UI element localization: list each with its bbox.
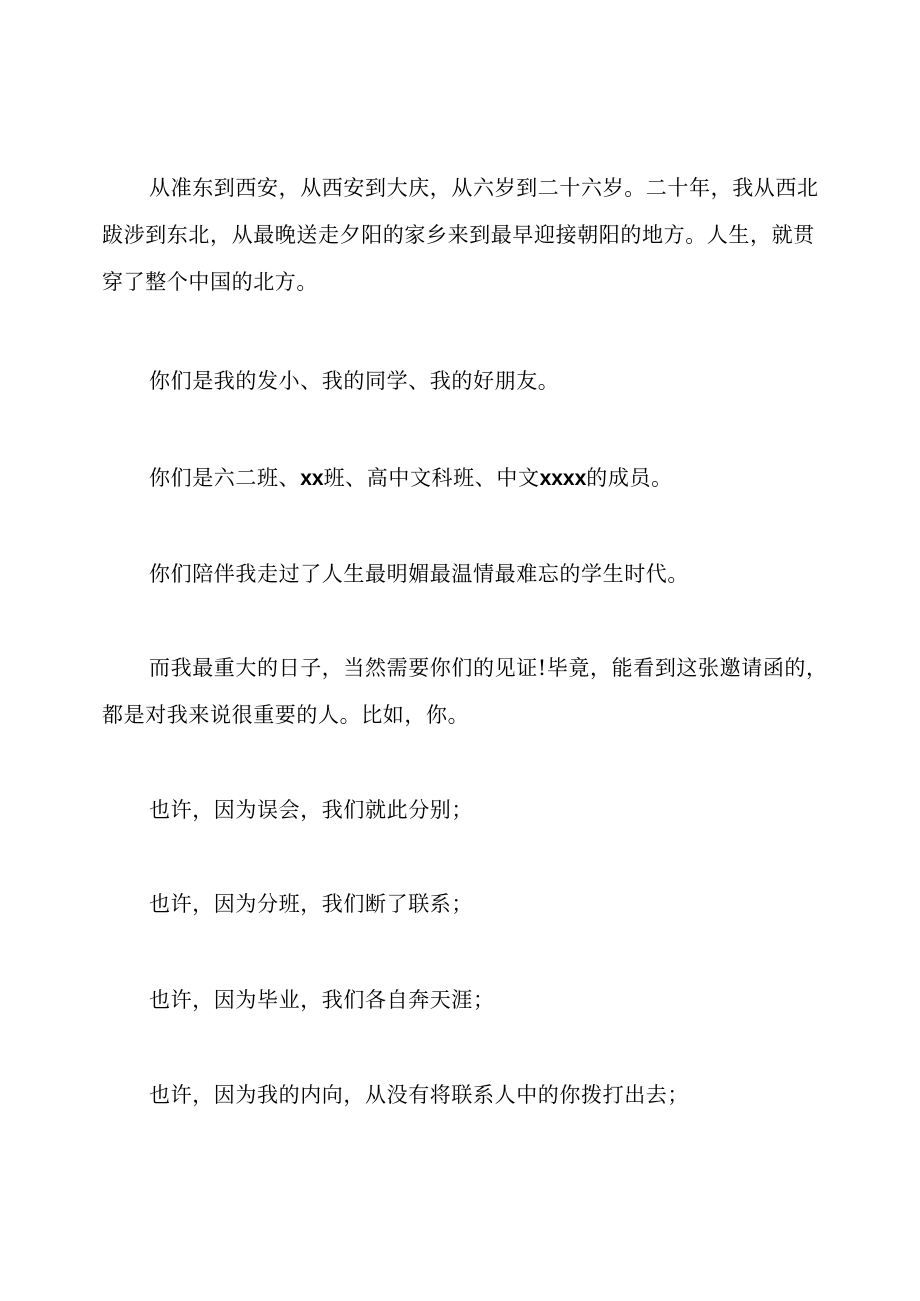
classes-text-middle: 班、高中文科班、中文: [323, 466, 540, 490]
paragraph-maybe-introvert: 也许，因为我的内向，从没有将联系人中的你拨打出去；: [149, 1083, 689, 1107]
paragraph-maybe-misunderstanding: 也许，因为误会，我们就此分别；: [149, 798, 473, 822]
paragraph-friends: 你们是我的发小、我的同学、我的好朋友。: [149, 369, 560, 393]
paragraph-classes: [102, 455, 832, 502]
classes-text-start: 你们是六二班、: [149, 466, 301, 490]
paragraph-maybe-class-split: 也许，因为分班，我们断了联系；: [149, 892, 473, 916]
paragraph-maybe-graduation: 也许，因为毕业，我们各自奔天涯；: [149, 988, 495, 1012]
class-placeholder-xxxx: xxxx: [539, 467, 587, 490]
paragraph-school-days: 你们陪伴我走过了人生最明媚最温情最难忘的学生时代。: [149, 562, 689, 586]
classes-text-end: 的成员。: [586, 466, 673, 490]
paragraph-journey: 从准东到西安，从西安到大庆，从六岁到二十六岁。二十年，我从西北跋涉到东北，从最晚送走夕阳的家乡来到最早迎接朝阳的地方。人生，就贯穿了整个中国的北方。: [102, 176, 819, 294]
class-placeholder-xx: xx: [300, 467, 324, 490]
paragraph-invitation: 而我最重大的日子，当然需要你们的见证!毕竟，能看到这张邀请函的，都是对我来说很重要的人。比如，你。: [102, 656, 828, 727]
